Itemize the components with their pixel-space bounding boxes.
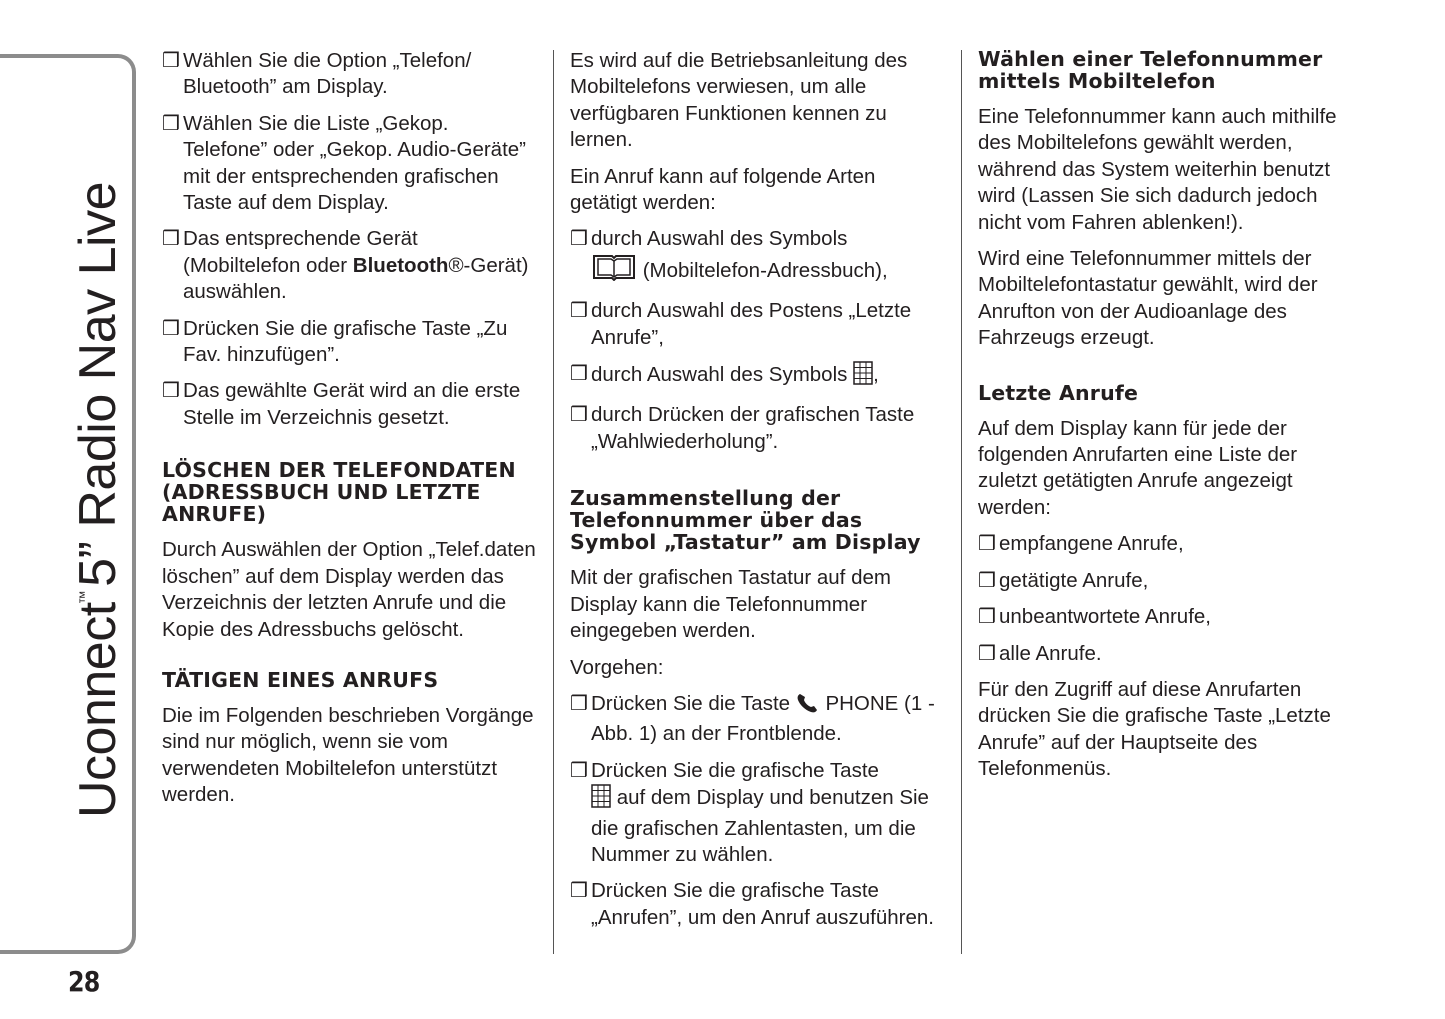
list-item [570,298,948,351]
checkbox-icon: ❒ [978,569,996,592]
book-icon [591,253,637,288]
list-item [978,531,1358,557]
list-item-text: PHONE (1 - Abb. 1) an der Frontblende. [591,691,935,746]
section-heading-make-call: TÄTIGEN EINES ANRUFS [162,667,439,692]
paragraph: Für den Zugriff auf diese Anrufarten drücken Sie die grafische Taste „Letzte Anrufe” auf der Hauptseite des Telefonmenüs. [978,677,1331,781]
list-item-text: getätigte Anrufe, [999,568,1149,592]
list-item [162,316,537,369]
paragraph: Die im Folgenden beschrieben Vorgänge sind nur möglich, wenn sie vom verwendeten Mobiltelefon unterstützt werden. [162,703,534,807]
paragraph: Auf dem Display kann für jede der folgenden Anrufarten eine Liste der zuletzt getätigten Anrufe angezeigt werden: [978,416,1298,519]
checkbox-icon: ❒ [570,692,588,715]
page-number: 28 [68,965,100,998]
checkbox-icon: ❒ [570,880,588,903]
list-item [978,568,1358,594]
list-item-text: Drücken Sie die Taste [591,691,791,715]
list-item [570,878,948,931]
list-item-text: Wählen Sie die Option „Telefon/ Bluetooth” am Display. [183,49,472,99]
list-item-text: ®-Gerät) auswählen. [183,253,529,304]
trademark-mark: ™ [76,590,92,605]
list-item [162,111,537,217]
list-item [162,226,537,305]
list-item-text: auf dem Display und benutzen Sie die grafischen Zahlentasten, um die Nummer zu wählen. [591,786,929,866]
column-1 [162,48,537,819]
checkbox-icon: ❒ [570,228,588,251]
keypad-icon [853,361,873,392]
checkbox-icon: ❒ [570,404,588,427]
list-item [570,691,948,748]
paragraph: Wird eine Telefonnummer mittels der Mobiltelefontastatur gewählt, wird der Anrufton von der Audioanlage des Fahrzeugs erzeugt. [978,247,1318,350]
list-item-text: Wählen Sie die Liste „Gekop. Telefone” oder „Gekop. Audio-Geräte” mit der entsprechenden grafischen Taste auf dem Display. [183,111,526,215]
chapter-title [68,182,128,818]
checkbox-icon: ❒ [978,533,996,556]
checkbox-icon: ❒ [570,300,588,323]
column-divider-2 [961,50,962,954]
checkbox-icon: ❒ [162,380,180,403]
list-item-text: Das entsprechende Gerät (Mobiltelefon oder [183,227,418,277]
paragraph: Ein Anruf kann auf folgende Arten getätigt werden: [570,164,876,215]
chapter-title-main: Uconnect [69,602,127,818]
section-heading-keypad: Zusammenstellung der Telefonnummer über das Symbol „Tastatur” am Display [570,486,921,555]
column-2 [570,48,948,941]
checkbox-icon: ❒ [978,642,996,665]
column-3 [978,48,1358,793]
list-item-text: , [873,363,879,387]
list-item-text: Drücken Sie die grafische Taste „Anrufen”, um den Anruf auszuführen. [591,879,935,929]
list-item-text: alle Anrufe. [999,641,1102,665]
paragraph: Vorgehen: [570,655,664,679]
section-heading-recent-calls: Letzte Anrufe [978,380,1139,405]
keypad-icon [591,784,611,815]
section-heading-dial-mobile: Wählen einer Telefonnummer mittels Mobiltelefon [978,47,1323,93]
list-item-text: durch Drücken der grafischen Taste „Wahlwiederholung”. [591,403,915,453]
section-heading-delete-data: LÖSCHEN DER TELEFONDATEN (ADRESSBUCH UND LETZTE ANRUFE) [162,458,516,527]
list-item-text: unbeantwortete Anrufe, [999,605,1211,629]
list-item [570,402,948,455]
list-item [570,361,948,392]
list-item-text: Drücken Sie die grafische Taste [591,758,879,782]
list-item-text: Drücken Sie die grafische Taste „Zu Fav. hinzufügen”. [183,316,508,367]
list-item-text: durch Auswahl des Symbols [591,363,848,387]
paragraph: Durch Auswählen der Option „Telef.daten löschen” auf dem Display werden das Verzeichnis der letzten Anrufe und die Kopie des Adressbuchs gelöscht. [162,538,536,641]
checkbox-icon: ❒ [162,228,180,251]
list-item [570,226,948,288]
list-item [978,604,1358,630]
list-item-text: empfangene Anrufe, [999,532,1184,556]
checkbox-icon: ❒ [570,363,588,386]
checkbox-icon: ❒ [978,606,996,629]
phone-icon [796,692,820,721]
checkbox-icon: ❒ [162,112,180,135]
list-item [978,641,1358,667]
chapter-title-rest: 5” Radio Nav Live [69,182,127,587]
paragraph: Mit der grafischen Tastatur auf dem Display kann die Telefonnummer eingegeben werden. [570,566,891,643]
list-item [162,48,537,101]
list-item-text: durch Auswahl des Postens „Letzte Anrufe”, [591,299,912,349]
list-item-text: Das gewählte Gerät wird an die erste Stelle im Verzeichnis gesetzt. [183,379,521,429]
list-item [570,758,948,869]
list-item-text: (Mobiltelefon-Adressbuch), [642,258,888,282]
checkbox-icon: ❒ [570,759,588,782]
list-item [162,378,537,431]
bluetooth-bold-text: Bluetooth [352,253,449,277]
list-item-text: durch Auswahl des Symbols [591,227,848,251]
checkbox-icon: ❒ [162,317,180,340]
column-divider-1 [553,50,554,954]
checkbox-icon: ❒ [162,50,180,72]
paragraph: Es wird auf die Betriebsanleitung des Mobiltelefons verwiesen, um alle verfügbaren Funktionen kennen zu lernen. [570,49,908,152]
paragraph: Eine Telefonnummer kann auch mithilfe des Mobiltelefons gewählt werden, während das System weiterhin benutzt wird (Lassen Sie sich dadurch jedoch nicht vom Fahren ablenken!). [978,105,1337,234]
